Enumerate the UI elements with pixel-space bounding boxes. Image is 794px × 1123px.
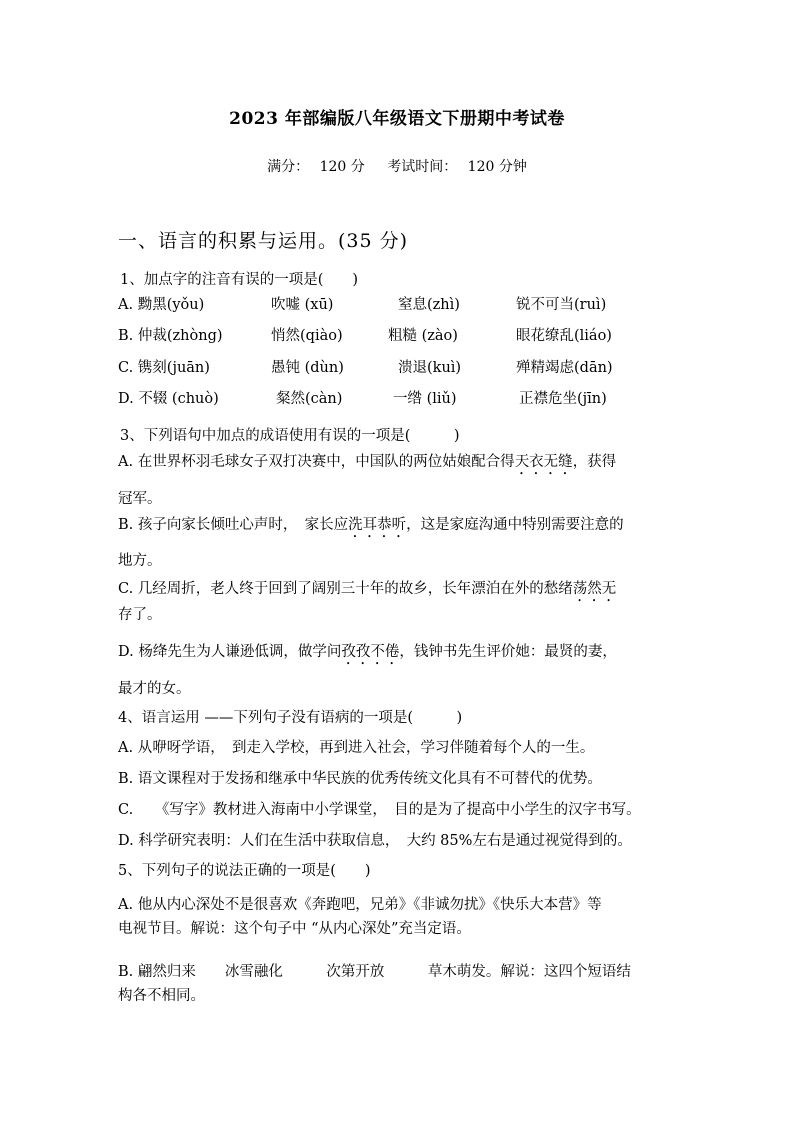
exam-title: 2023 年部编版八年级语文下册期中考试卷: [229, 109, 565, 129]
q3-d-pre: D. 杨绛先生为人谦逊低调，做学问: [118, 644, 342, 660]
q5-stem: 5、下列句子的说法正确的一项是( ): [118, 863, 371, 879]
q3-option-a: [118, 450, 616, 478]
section-heading: 一、语言的积累与运用。(35 分): [118, 230, 409, 252]
q3-b-cont: 地方。: [118, 553, 162, 569]
q3-a-cont: 冠军。: [118, 491, 162, 507]
q3-b-post: ，这是家庭沟通中特别需要注意的: [406, 517, 624, 533]
q5-option-b-line2: 构各不相同。: [118, 988, 205, 1004]
q3-d-post: ，钱钟书先生评价她：最贤的妻，: [399, 644, 617, 660]
time-value: 120 分钟: [467, 159, 527, 175]
q1-b-1: B. 仲裁(zhòng): [118, 328, 223, 344]
q1-a-2: 吹嘘 (xū): [271, 297, 334, 313]
q1-c-2: 愚钝 (dùn): [271, 360, 344, 376]
q3-a-post: ，获得: [572, 454, 617, 470]
full-score-value: 120 分: [319, 159, 365, 175]
q4-option-b: B. 语文课程对于发扬和继承中华民族的优秀传统文化具有不可替代的优势。: [118, 771, 602, 787]
q4-option-c: C. 《写字》教材进入海南中小学课堂， 目的是为了提高中小学生的汉字书写。: [118, 802, 641, 818]
q5-option-a-line2: 电视节目。解说：这个句子中 “从内心深处”充当定语。: [118, 921, 471, 937]
q5-option-b-line1: B. 翩然归来 冰雪融化 次第开放 草木萌发。解说：这四个短语结: [118, 964, 631, 980]
q1-d-2: 粲然(càn): [276, 391, 343, 407]
q1-stem: 1、加点字的注音有误的一项是( ): [120, 272, 359, 288]
time-label: 考试时间：: [387, 159, 458, 175]
q4-stem: 4、语言运用 ——下列句子没有语病的一项是( ): [118, 710, 463, 726]
q1-a-3: 窒息(zhì): [398, 297, 460, 313]
q1-c-1: C. 镌刻(juān): [118, 360, 210, 376]
q3-b-idiom: 洗耳恭听: [348, 517, 407, 533]
q3-a-pre: A. 在世界杯羽毛球女子双打决赛中，中国队的两位姑娘配合得: [118, 454, 515, 470]
q1-d-1: D. 不辍 (chuò): [118, 391, 219, 407]
q3-option-b: [118, 513, 624, 541]
q1-b-3: 粗糙 (zào): [388, 328, 458, 344]
q3-c-idiom: 荡然无: [572, 581, 617, 597]
q3-d-cont: 最才的女。: [118, 681, 191, 697]
q3-option-d: [118, 640, 617, 668]
q3-c-cont: 存了。: [118, 607, 162, 623]
q3-c-pre: C. 几经周折，老人终于回到了阔别三十年的故乡，长年漂泊在外的愁绪: [118, 581, 573, 597]
q1-a-1: A. 黝黑(yǒu): [118, 297, 205, 313]
q1-b-4: 眼花缭乱(liáo): [516, 328, 612, 344]
q1-d-3: 一绺 (liǔ): [393, 391, 457, 407]
q1-d-4: 正襟危坐(jīn): [519, 391, 607, 407]
q3-d-idiom: 孜孜不倦: [341, 644, 400, 660]
q3-stem: 3、下列语句中加点的成语使用有误的一项是( ): [120, 428, 460, 444]
q4-option-d: D. 科学研究表明：人们在生活中获取信息， 大约 85%左右是通过视觉得到的。: [118, 833, 632, 849]
full-score-label: 满分：: [267, 159, 310, 175]
q1-b-2: 悄然(qiào): [271, 328, 343, 344]
q5-option-a-line1: A. 他从内心深处不是很喜欢《奔跑吧，兄弟》《非诚勿扰》《快乐大本营》等: [118, 897, 602, 913]
q1-a-4: 锐不可当(ruì): [516, 297, 607, 313]
q1-c-4: 殚精竭虑(dān): [516, 360, 613, 376]
q3-a-idiom: 天衣无缝: [514, 454, 573, 470]
q1-c-3: 溃退(kuì): [398, 360, 462, 376]
q3-b-pre: B. 孩子向家长倾吐心声时， 家长应: [118, 517, 349, 533]
exam-meta: [0, 156, 794, 176]
q4-option-a: A. 从咿呀学语， 到走入学校，再到进入社会，学习伴随着每个人的一生。: [118, 740, 595, 756]
q3-option-c: [118, 577, 616, 605]
